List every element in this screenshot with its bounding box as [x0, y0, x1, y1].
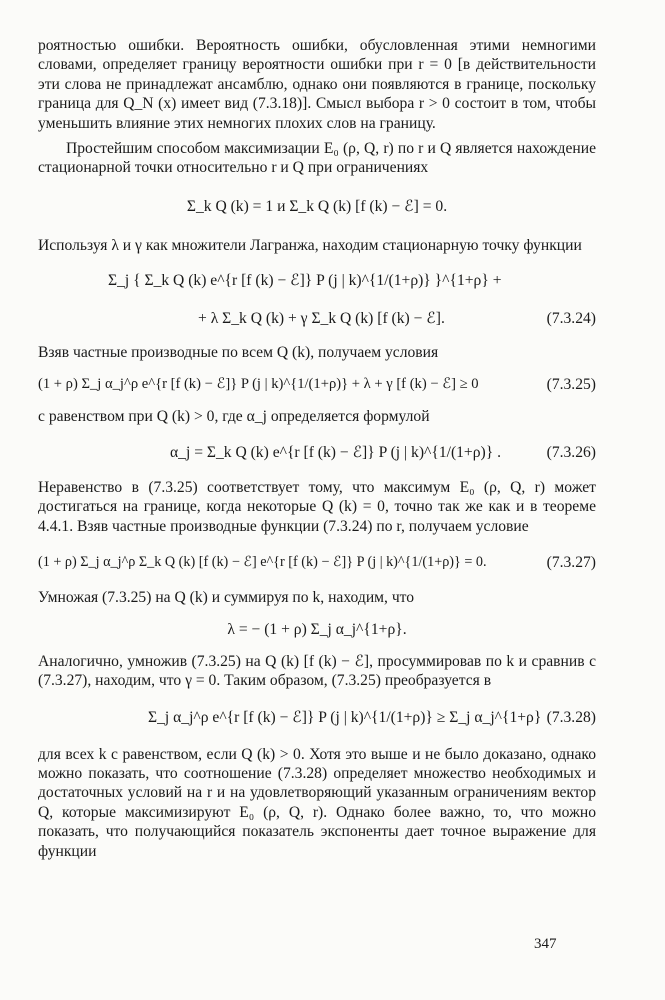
page-body — [38, 36, 596, 861]
paragraph-3: Используя λ и γ как множители Лагранжа, находим стационарную точку функции — [38, 236, 582, 254]
equation-7-3-26 — [38, 426, 596, 478]
equation-7-3-28-text: Σ_j α_j^ρ e^{r [f (k) − ℰ]} P (j | k)^{1/(1+ρ)} ≥ Σ_j α_j^{1+ρ} — [148, 709, 542, 726]
equation-lambda — [38, 608, 596, 652]
equation-constraints — [38, 184, 596, 230]
paragraph-8: Аналогично, умножив (7.3.25) на Q (k) [f (k) − ℰ], просуммировав по k и сравнив с (7.3.27), находим, что γ = 0. Таким образом, (7.3.25) преобразуется в — [38, 652, 596, 690]
equation-constraints-text: Σ_k Q (k) = 1 и Σ_k Q (k) [f (k) − ℰ] = 0. — [186, 198, 448, 216]
equation-7-3-24-line1-text: Σ_j { Σ_k Q (k) e^{r [f (k) − ℰ]} P (j | k)^{1/(1+ρ)} }^{1+ρ} + — [108, 271, 502, 289]
paragraph-1: роятностью ошибки. Вероятность ошибки, обусловленная этими немногими словами, определяет границу вероятности ошибки при r = 0 [в действительности эти слова не принадлежат ансамблю, однако они появляются в границе, поскольку граница для Q_N (x) имеет вид (7.3.18)]. Смысл выбора r > 0 состоит в том, чтобы уменьшить влияние этих немногих плохих слов на границу. — [38, 37, 596, 132]
equation-7-3-24-line2 — [38, 299, 596, 337]
equation-7-3-27-text: (1 + ρ) Σ_j α_j^ρ Σ_k Q (k) [f (k) − ℰ] e^{r [f (k) − ℰ]} P (j | k)^{1/(1+ρ)} = 0. — [38, 553, 487, 570]
equation-7-3-24-line1 — [38, 261, 596, 299]
equation-7-3-28 — [38, 691, 596, 745]
equation-number-27: (7.3.27) — [546, 553, 596, 571]
equation-7-3-27 — [38, 536, 596, 588]
equation-number-26: (7.3.26) — [546, 443, 596, 461]
equation-7-3-25 — [38, 363, 596, 407]
equation-number-28: (7.3.28) — [546, 709, 596, 726]
equation-number-25: (7.3.25) — [546, 376, 596, 394]
equation-7-3-26-text: α_j = Σ_k Q (k) e^{r [f (k) − ℰ]} P (j | k)^{1/(1+ρ)} . — [170, 443, 501, 461]
equation-7-3-25-text: (1 + ρ) Σ_j α_j^ρ e^{r [f (k) − ℰ]} P (j | k)^{1/(1+ρ)} + λ + γ [f (k) − ℰ] ≥ 0 — [38, 376, 479, 393]
equation-7-3-24-line2-text: + λ Σ_k Q (k) + γ Σ_k Q (k) [f (k) − ℰ]. — [198, 309, 445, 327]
equation-number-24: (7.3.24) — [546, 309, 596, 327]
paragraph-4: Взяв частные производные по всем Q (k), получаем условия — [38, 344, 439, 362]
paragraph-6: Неравенство в (7.3.25) соответствует тому, что максимум E₀ (ρ, Q, r) может достигаться на границе, когда некоторые Q (k) = 0, точно так же как и в теореме 4.4.1. Взяв частные производные функции (7.3.24) по r, получаем условие — [38, 479, 596, 535]
paragraph-2: Простейшим способом максимизации E₀ (ρ, Q, r) по r и Q является нахождение стационарной точки относительно r и Q при ограничениях — [38, 140, 596, 177]
paragraph-7: Умножая (7.3.25) на Q (k) и суммируя по k, находим, что — [38, 589, 415, 607]
paragraph-5: с равенством при Q (k) > 0, где α_j определяется формулой — [38, 407, 430, 425]
paragraph-9: для всех k с равенством, если Q (k) > 0. Хотя это выше и не было доказано, однако можно показать, что соотношение (7.3.28) определяет множество необходимых и достаточных условий на r и на удовлетворяющий указанным ограничениям вектор Q, которые максимизируют E₀ (ρ, Q, r). Однако более важно, то, что можно показать, что получающийся показатель экспоненты дает точное выражение для функции — [38, 745, 596, 860]
equation-lambda-text: λ = − (1 + ρ) Σ_j α_j^{1+ρ}. — [227, 621, 407, 639]
page-number: 347 — [534, 936, 557, 952]
